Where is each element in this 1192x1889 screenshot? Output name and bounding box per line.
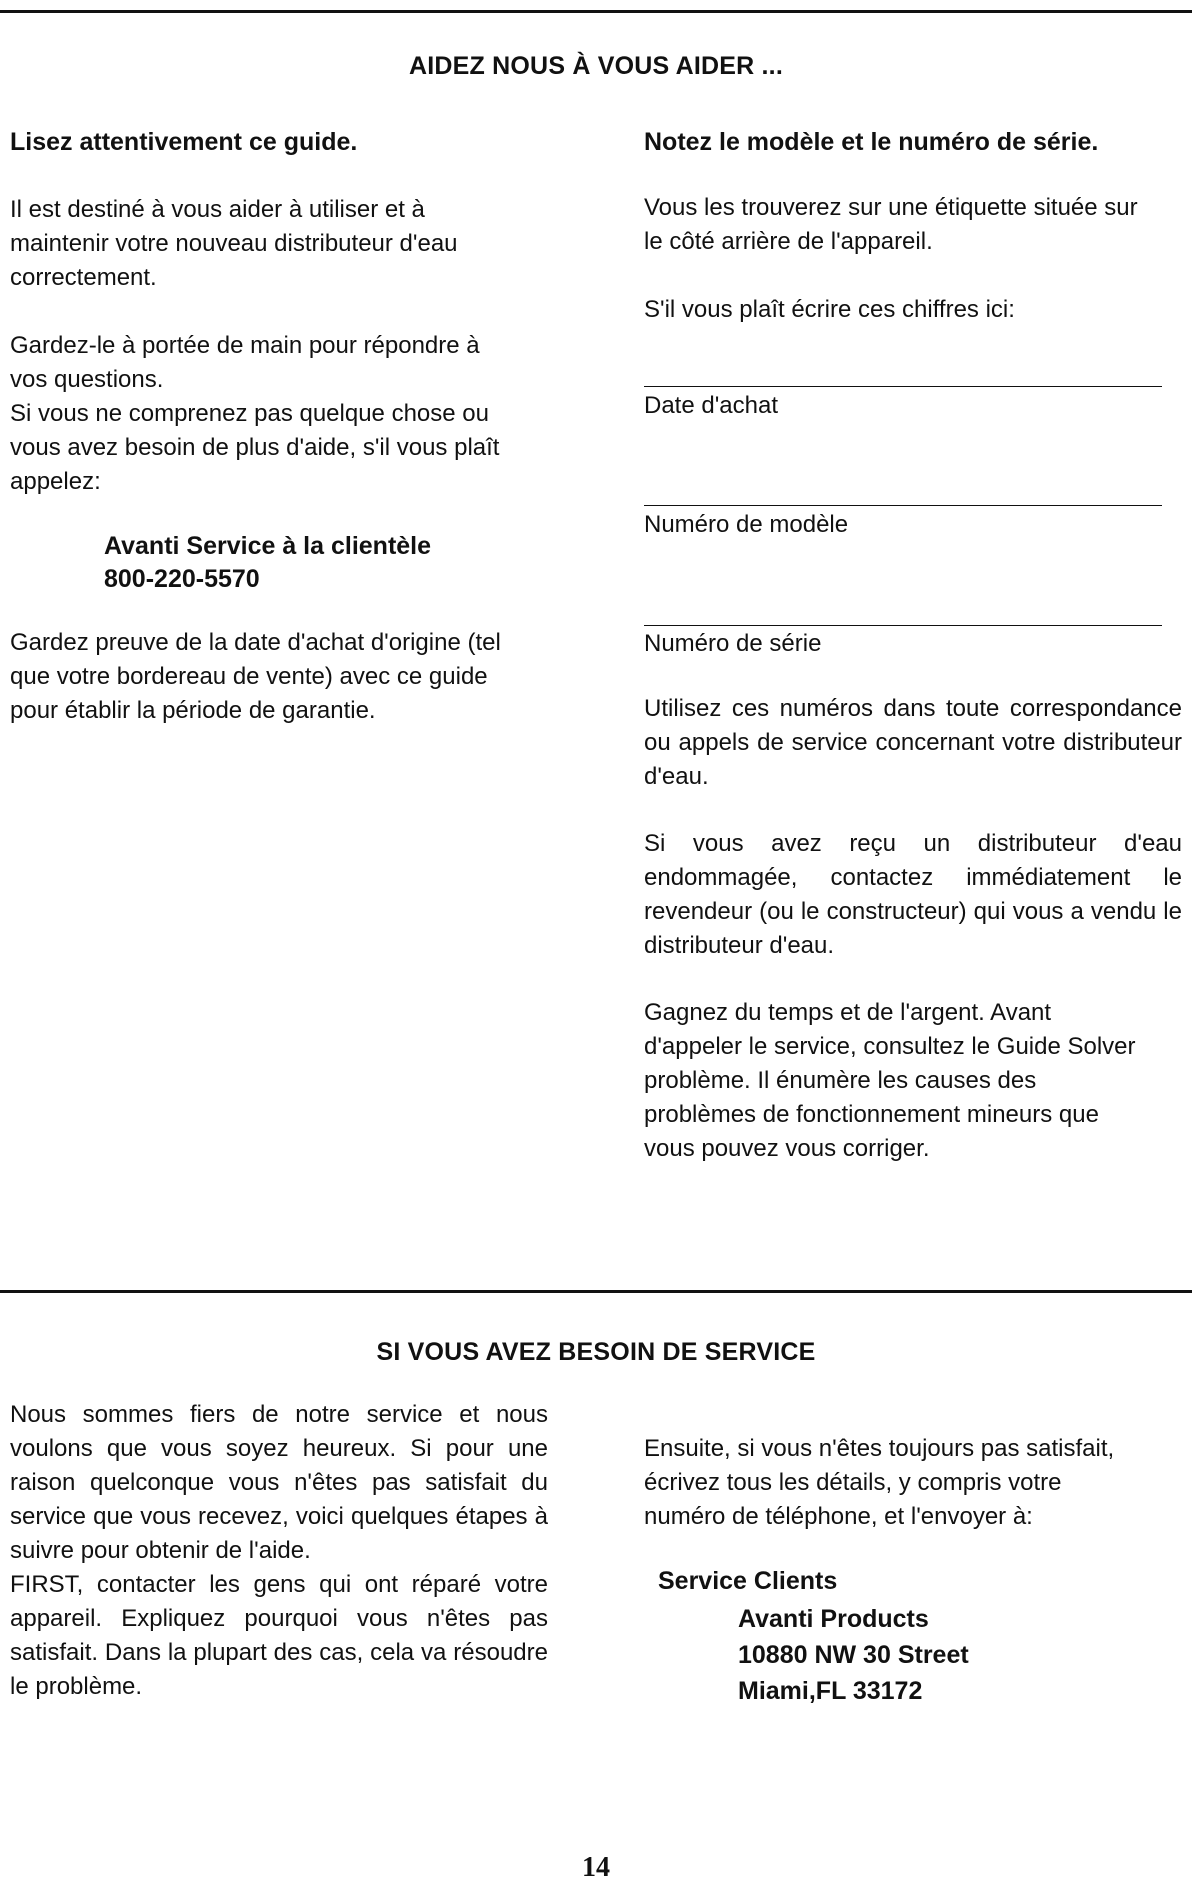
text-line: Si vous ne comprenez pas quelque chose ou bbox=[10, 400, 489, 427]
text-line: Vous les trouverez sur une étiquette située sur bbox=[644, 194, 1138, 221]
customer-service-block bbox=[104, 530, 431, 596]
text-line: que votre bordereau de vente) avec ce guide bbox=[10, 663, 488, 690]
serial-number-blank-line bbox=[644, 625, 1162, 626]
paragraph-text: Nous sommes fiers de notre service et nous voulons que vous soyez heureux. Si pour une raison quelconque vous n'êtes pas satisfait du service que vous recevez, voici quelques étapes à suivre pour obtenir de l'aide. bbox=[10, 1401, 548, 1564]
address-company: Avanti Products bbox=[738, 1605, 929, 1633]
text-line: écrivez tous les détails, y compris votre bbox=[644, 1469, 1062, 1496]
right-paragraph-save-time bbox=[644, 996, 1136, 1166]
text-line: Il est destiné à vous aider à utiliser et à bbox=[10, 196, 425, 223]
text-line: le côté arrière de l'appareil. bbox=[644, 228, 933, 255]
model-number-label bbox=[644, 508, 848, 542]
field-label-text: Numéro de série bbox=[644, 630, 822, 657]
text-line: numéro de téléphone, et l'envoyer à: bbox=[644, 1503, 1033, 1530]
text-line: Gagnez du temps et de l'argent. Avant bbox=[644, 999, 1052, 1026]
service-left-intro bbox=[10, 1398, 548, 1704]
paragraph-text: FIRST, contacter les gens qui ont réparé votre appareil. Expliquez pourquoi vous n'êtes pas satisfait. Dans la plupart des cas, cela va résoudre le problème. bbox=[10, 1571, 548, 1700]
text-line: appelez: bbox=[10, 468, 101, 495]
page-number: 14 bbox=[582, 1852, 610, 1883]
text-line: Gardez-le à portée de main pour répondre à bbox=[10, 332, 480, 359]
text-line: maintenir votre nouveau distributeur d'eau bbox=[10, 230, 458, 257]
top-rule bbox=[0, 10, 1192, 13]
right-heading-note-model: Notez le modèle et le numéro de série. bbox=[644, 128, 1099, 156]
section-title-help-us: AIDEZ NOUS À VOUS AIDER ... bbox=[409, 52, 783, 80]
right-paragraph-damaged bbox=[644, 827, 1182, 963]
right-paragraph-write-here bbox=[644, 293, 1015, 327]
right-paragraph-label-location bbox=[644, 191, 1138, 259]
left-paragraph-keep-handy bbox=[10, 329, 499, 499]
serial-number-label bbox=[644, 627, 821, 661]
customer-service-name: Avanti Service à la clientèle bbox=[104, 532, 432, 560]
text-line: S'il vous plaît écrire ces chiffres ici: bbox=[644, 296, 1015, 323]
text-line: Ensuite, si vous n'êtes toujours pas satisfait, bbox=[644, 1435, 1115, 1462]
text-line: vous pouvez vous corriger. bbox=[644, 1135, 930, 1162]
purchase-date-label bbox=[644, 389, 778, 423]
service-address-title: Service Clients bbox=[658, 1567, 838, 1595]
section-divider-rule bbox=[0, 1290, 1192, 1293]
service-address-block bbox=[738, 1601, 969, 1709]
text-line: vos questions. bbox=[10, 366, 164, 393]
text-line: d'appeler le service, consultez le Guide Solver bbox=[644, 1033, 1136, 1060]
text-line: Gardez preuve de la date d'achat d'origine (tel bbox=[10, 629, 501, 656]
purchase-date-blank-line bbox=[644, 386, 1162, 387]
left-heading-read-guide: Lisez attentivement ce guide. bbox=[10, 128, 358, 156]
service-right-intro bbox=[644, 1432, 1114, 1534]
text-line: vous avez besoin de plus d'aide, s'il vous plaît bbox=[10, 434, 500, 461]
paragraph-text: Si vous avez reçu un distributeur d'eau endommagée, contactez immédiatement le revendeur (ou le constructeur) qui vous a vendu le distributeur d'eau. bbox=[644, 830, 1182, 959]
paragraph-text: Utilisez ces numéros dans toute correspondance ou appels de service concernant votre distributeur d'eau. bbox=[644, 695, 1182, 790]
field-label-text: Date d'achat bbox=[644, 392, 779, 419]
text-line: pour établir la période de garantie. bbox=[10, 697, 376, 724]
customer-service-phone: 800-220-5570 bbox=[104, 565, 260, 593]
model-number-blank-line bbox=[644, 505, 1162, 506]
left-paragraph-purpose bbox=[10, 193, 458, 295]
left-paragraph-proof-of-purchase bbox=[10, 626, 501, 728]
text-line: problème. Il énumère les causes des bbox=[644, 1067, 1037, 1094]
text-line: problèmes de fonctionnement mineurs que bbox=[644, 1101, 1099, 1128]
right-paragraph-use-numbers bbox=[644, 692, 1182, 794]
address-city: Miami,FL 33172 bbox=[738, 1677, 923, 1705]
text-line: correctement. bbox=[10, 264, 157, 291]
section-title-need-service: SI VOUS AVEZ BESOIN DE SERVICE bbox=[376, 1338, 816, 1366]
field-label-text: Numéro de modèle bbox=[644, 511, 849, 538]
address-street: 10880 NW 30 Street bbox=[738, 1641, 969, 1669]
